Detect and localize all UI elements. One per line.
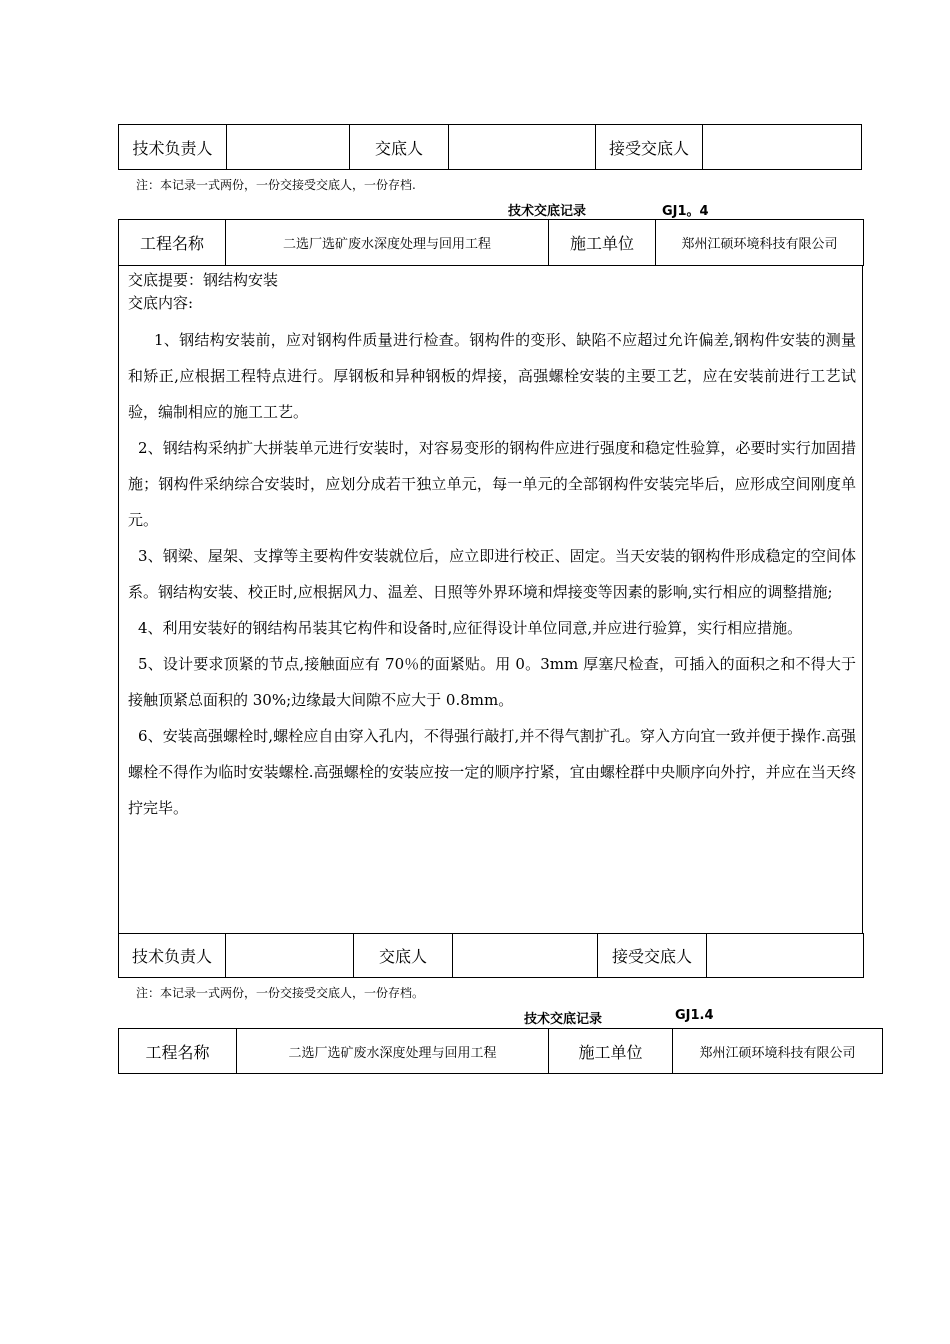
tech-lead-label: 技术负责人 bbox=[119, 125, 227, 170]
project-name-label: 工程名称 bbox=[119, 220, 226, 266]
construction-unit-value: 郑州江硕环境科技有限公司 bbox=[656, 220, 864, 266]
construction-unit-label: 施工单位 bbox=[549, 1029, 673, 1074]
receiver-label: 接受交底人 bbox=[598, 934, 707, 978]
paragraph-5: 5、设计要求顶紧的节点,接触面应有 70％的面紧贴。用 0。3mm 厚塞尺检查，可插入的面积之和不得大于接触顶紧总面积的 30%;边缘最大间隙不应大于 0.8mm。 bbox=[128, 655, 856, 709]
paragraph-2: 2、钢结构采纳扩大拼装单元进行安装时，对容易变形的钢构件应进行强度和稳定性验算，必要时实行加固措施；钢构件采纳综合安装时，应划分成若干独立单元，每一单元的全部钢构件安装完毕后，应形成空间刚度单元。 bbox=[128, 439, 856, 529]
record-code-2: GJ1.4 bbox=[675, 1008, 714, 1023]
presenter-value[interactable] bbox=[453, 934, 598, 978]
disclosure-paragraphs bbox=[128, 322, 856, 826]
signature-table-1 bbox=[118, 124, 862, 170]
project-name-value: 二选厂选矿废水深度处理与回用工程 bbox=[226, 220, 549, 266]
project-name-value: 二选厂选矿废水深度处理与回用工程 bbox=[237, 1029, 549, 1074]
record-note-2: 注：本记录一式两份，一份交接受交底人，一份存档。 bbox=[136, 986, 425, 1000]
record-title-2: 技术交底记录 bbox=[524, 1012, 603, 1027]
construction-unit-value: 郑州江硕环境科技有限公司 bbox=[673, 1029, 883, 1074]
record-title-1: 技术交底记录 bbox=[508, 204, 587, 219]
paragraph-4: 4、利用安装好的钢结构吊装其它构件和设备时,应征得设计单位同意,并应进行验算，实行相应措施。 bbox=[138, 619, 803, 637]
record-note-1: 注：本记录一式两份，一份交接受交底人，一份存档. bbox=[136, 178, 416, 192]
signature-table-2 bbox=[118, 933, 864, 978]
receiver-label: 接受交底人 bbox=[596, 125, 703, 170]
tech-lead-value[interactable] bbox=[226, 934, 354, 978]
construction-unit-label: 施工单位 bbox=[549, 220, 656, 266]
tech-lead-label: 技术负责人 bbox=[119, 934, 226, 978]
presenter-label: 交底人 bbox=[350, 125, 449, 170]
project-name-label: 工程名称 bbox=[119, 1029, 237, 1074]
record-code-1: GJ1。4 bbox=[662, 204, 709, 219]
tech-lead-value[interactable] bbox=[227, 125, 350, 170]
presenter-label: 交底人 bbox=[354, 934, 453, 978]
receiver-value[interactable] bbox=[703, 125, 862, 170]
disclosure-content-box bbox=[118, 265, 863, 934]
disclosure-content-label: 交底内容: bbox=[128, 294, 194, 312]
paragraph-6: 6、安装高强螺栓时,螺栓应自由穿入孔内，不得强行敲打,并不得气割扩孔。穿入方向宜一致并便于操作.高强螺栓不得作为临时安装螺栓.高强螺栓的安装应按一定的顺序拧紧，宜由螺栓群中央顺序向外拧，并应在当天终拧完毕。 bbox=[128, 727, 856, 817]
project-header-table-1 bbox=[118, 219, 864, 266]
paragraph-3: 3、钢梁、屋架、支撑等主要构件安装就位后，应立即进行校正、固定。当天安装的钢构件形成稳定的空间体系。钢结构安装、校正时,应根据风力、温差、日照等外界环境和焊接变等因素的影响,实行相应的调整措施; bbox=[128, 547, 856, 601]
project-header-table-2 bbox=[118, 1028, 883, 1074]
receiver-value[interactable] bbox=[707, 934, 864, 978]
disclosure-summary: 交底提要：钢结构安装 bbox=[128, 271, 279, 289]
paragraph-1: 1、钢结构安装前，应对钢构件质量进行检查。钢构件的变形、缺陷不应超过允许偏差,钢构件安装的测量和矫正,应根据工程特点进行。厚钢板和异种钢板的焊接，高强螺栓安装的主要工艺，应在安装前进行工艺试验，编制相应的施工工艺。 bbox=[128, 331, 856, 421]
presenter-value[interactable] bbox=[449, 125, 596, 170]
